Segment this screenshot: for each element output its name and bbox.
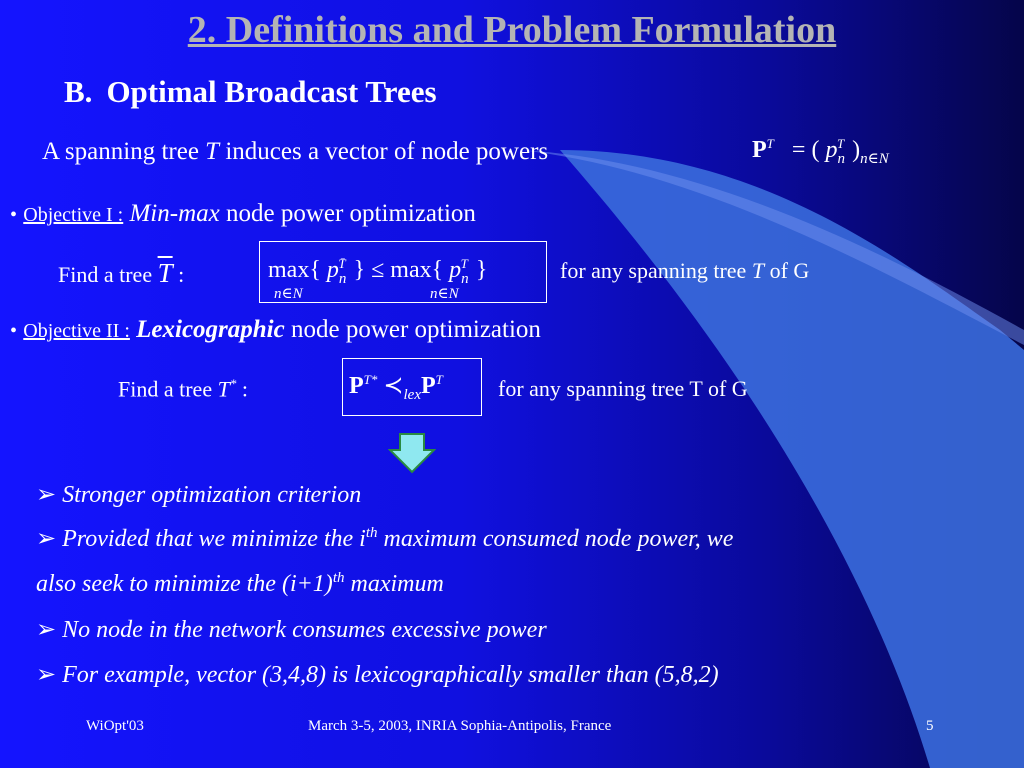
intro-tree-symbol: T: [205, 138, 220, 165]
objective-2-suffix: for any spanning tree T of G: [498, 376, 748, 401]
objective-1-label: Objective I :: [23, 204, 124, 226]
tree-symbol: $\overline{T}$: [157, 258, 173, 288]
find-text: Find a tree: [118, 376, 213, 402]
arrow-bullet-icon: ➢: [36, 662, 63, 688]
find-text: Find a tree: [58, 262, 153, 287]
objective-1-suffix: [560, 258, 809, 284]
list-item-text: Provided that we minimize the i: [62, 526, 366, 552]
section-title: Optimal Broadcast Trees: [106, 74, 437, 109]
list-item-text: Stronger optimization criterion: [62, 482, 362, 508]
list-item-text: No node in the network consumes excessive power: [62, 617, 547, 643]
list-item-text: maximum consumed node power, we: [383, 526, 734, 552]
colon: :: [241, 376, 248, 402]
section-heading: [64, 74, 437, 110]
list-item: [36, 660, 719, 689]
suffix-text-post: of G: [769, 258, 810, 283]
objective-2-emph: Lexicographic: [136, 316, 285, 343]
slide-title: 2. Definitions and Problem Formulation: [187, 9, 837, 51]
suffix-text: for any spanning tree: [560, 258, 747, 283]
footer-center: March 3-5, 2003, INRIA Sophia-Antipolis, France: [308, 718, 612, 734]
objective-1-rest: node power optimization: [225, 200, 476, 227]
lex-formula: $P^{T*}$ $≺_{lex}P^T$: [349, 372, 443, 403]
section-number: B.: [64, 74, 93, 109]
objective-2-line: [10, 316, 541, 344]
list-item-text: For example, vector (3,4,8) is lexicographically smaller than (5,8,2): [62, 662, 719, 688]
power-vector-formula: $P^T$ = ( $p_n^T$ )$_{n\in N}$: [752, 136, 889, 167]
bullet-dot: •: [10, 204, 18, 226]
footer-left: WiOpt'03: [86, 718, 144, 734]
list-item: [36, 480, 361, 509]
objective-2-rest: node power optimization: [290, 316, 541, 343]
superscript-th: th: [332, 570, 345, 586]
objective-2-label: Objective II :: [23, 320, 130, 342]
list-item-text: also seek to minimize the (i+1): [36, 571, 333, 597]
colon: :: [178, 262, 185, 287]
intro-text-post: induces a vector of node powers: [225, 138, 549, 165]
suffix-tree-symbol: T: [751, 258, 765, 283]
objective-1-find: [58, 258, 184, 289]
list-item: [36, 615, 547, 644]
intro-text-pre: A spanning tree: [42, 138, 199, 165]
list-item: [36, 524, 733, 553]
objective-2-find: [118, 376, 248, 402]
arrow-bullet-icon: ➢: [36, 617, 63, 643]
arrow-bullet-icon: ➢: [36, 526, 63, 552]
intro-line: [42, 138, 548, 166]
minmax-formula: max{ $p_n^{T̄}$ } ≤ max{ $p_n^T$ }: [268, 256, 488, 287]
tree-symbol: T: [217, 376, 230, 402]
star: *: [229, 376, 237, 391]
down-arrow-icon: [388, 432, 436, 474]
list-item-continuation: [36, 570, 444, 598]
objective-1-line: [10, 200, 476, 228]
lex-formula-box: [342, 358, 482, 416]
arrow-bullet-icon: ➢: [36, 482, 63, 508]
superscript-th: th: [365, 525, 378, 541]
bullet-dot: •: [10, 320, 18, 342]
minmax-formula-box: max{ $p_n^{T̄}$ } ≤ max{ $p_n^T$ } n∈N n∈N: [259, 241, 547, 303]
objective-1-emph: Min-max: [129, 200, 220, 227]
page-number: 5: [926, 718, 934, 734]
list-item-text: maximum: [350, 571, 444, 597]
